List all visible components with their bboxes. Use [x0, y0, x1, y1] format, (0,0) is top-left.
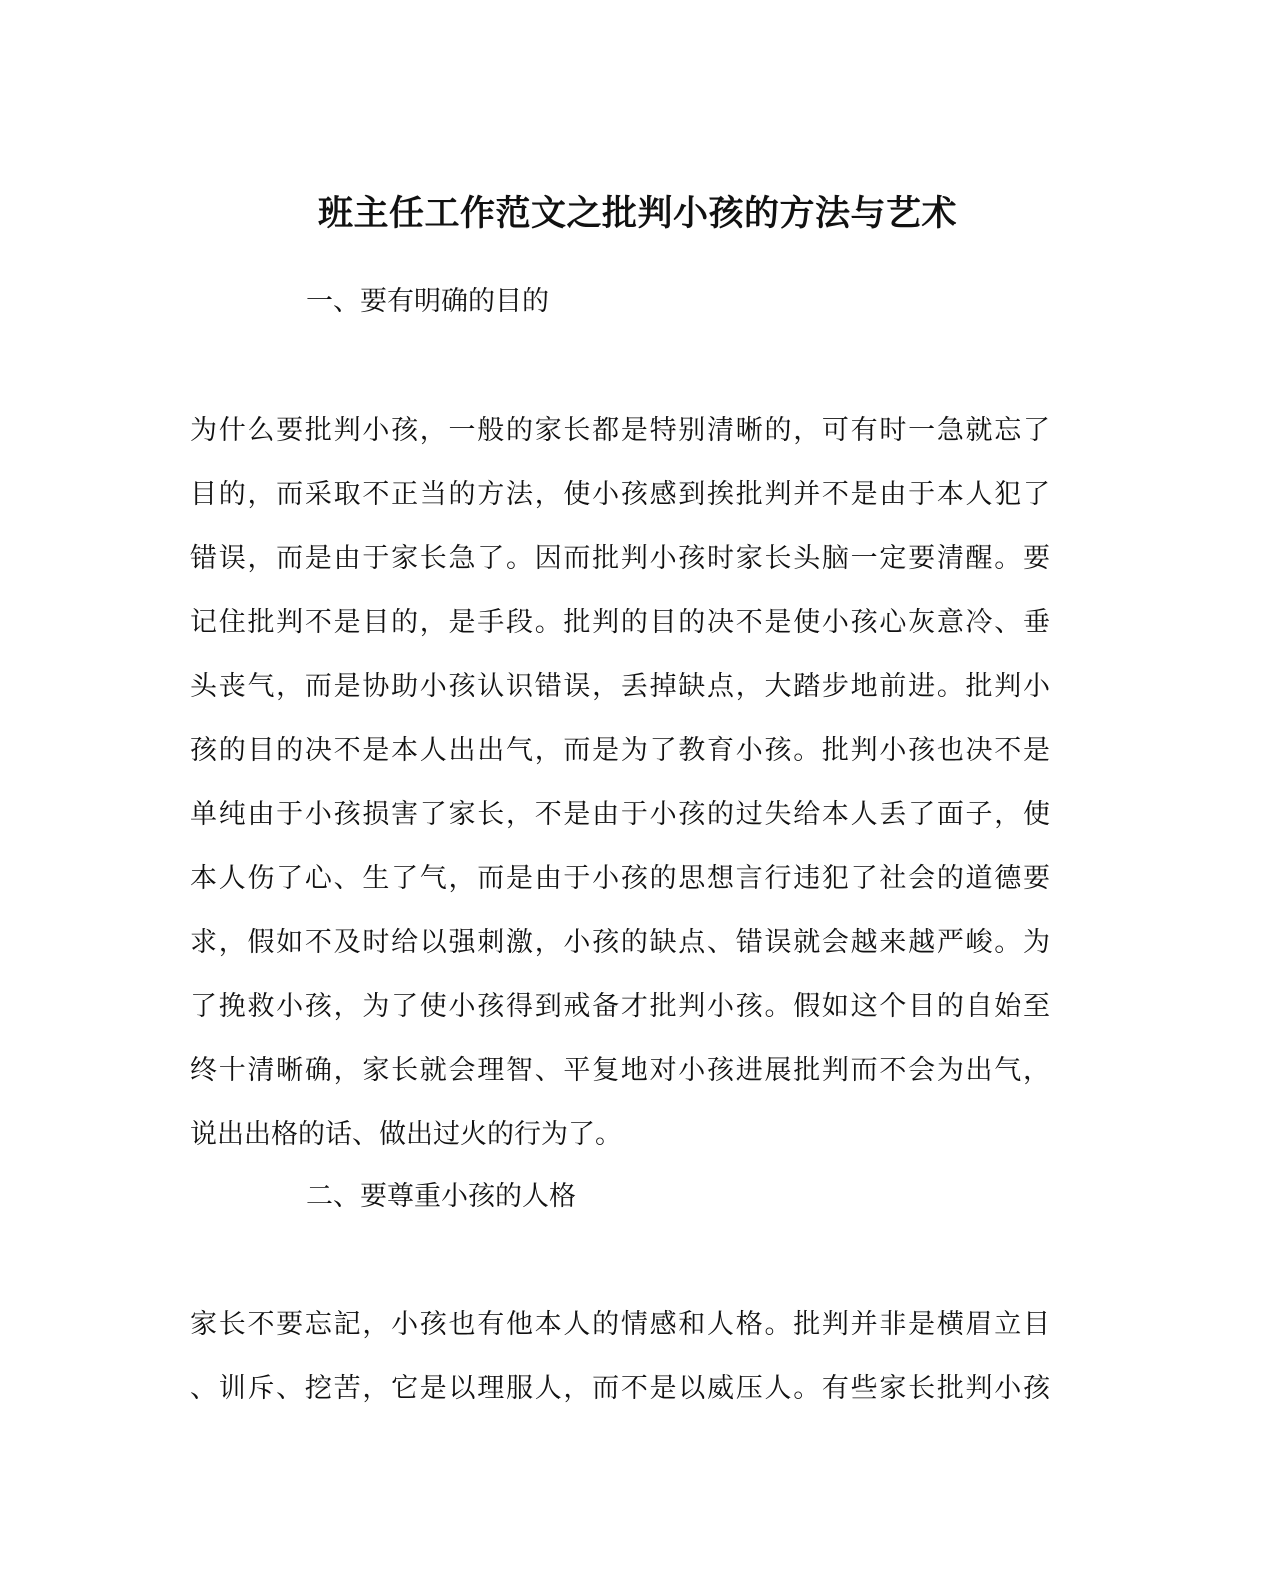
body-line: 错误，而是由于家长急了。因而批判小孩时家长头脑一定要清醒。要 [190, 543, 1050, 574]
body-line: 头丧气，而是协助小孩认识错误，丢掉缺点，大踏步地前进。批判小 [190, 671, 1050, 702]
body-line: 、训斥、挖苦，它是以理服人，而不是以威压人。有些家长批判小孩 [190, 1373, 1050, 1404]
section-heading-2: 二、要尊重小孩的人格 [306, 1181, 576, 1212]
body-line: 为什么要批判小孩，一般的家长都是特别清晰的，可有时一急就忘了 [190, 415, 1050, 446]
body-line: 孩的目的决不是本人出出气，而是为了教育小孩。批判小孩也决不是 [190, 735, 1050, 766]
body-line: 求，假如不及时给以强刺激，小孩的缺点、错误就会越来越严峻。为 [190, 927, 1050, 958]
body-line: 说出出格的话、做出过火的行为了。 [190, 1119, 622, 1150]
body-line: 记住批判不是目的，是手段。批判的目的决不是使小孩心灰意冷、垂 [190, 607, 1050, 638]
document-title: 班主任工作范文之批判小孩的方法与艺术 [317, 193, 957, 235]
body-line: 单纯由于小孩损害了家长，不是由于小孩的过失给本人丢了面子，使 [190, 799, 1050, 830]
section-heading-1: 一、要有明确的目的 [306, 286, 549, 317]
body-line: 了挽救小孩，为了使小孩得到戒备才批判小孩。假如这个目的自始至 [190, 991, 1050, 1022]
body-line: 终十清晰确，家长就会理智、平复地对小孩进展批判而不会为出气， [190, 1055, 1050, 1086]
body-line: 目的，而采取不正当的方法，使小孩感到挨批判并不是由于本人犯了 [190, 479, 1050, 510]
body-line: 家长不要忘記，小孩也有他本人的情感和人格。批判并非是横眉立目 [190, 1309, 1050, 1340]
body-line: 本人伤了心、生了气，而是由于小孩的思想言行违犯了社会的道德要 [190, 863, 1050, 894]
